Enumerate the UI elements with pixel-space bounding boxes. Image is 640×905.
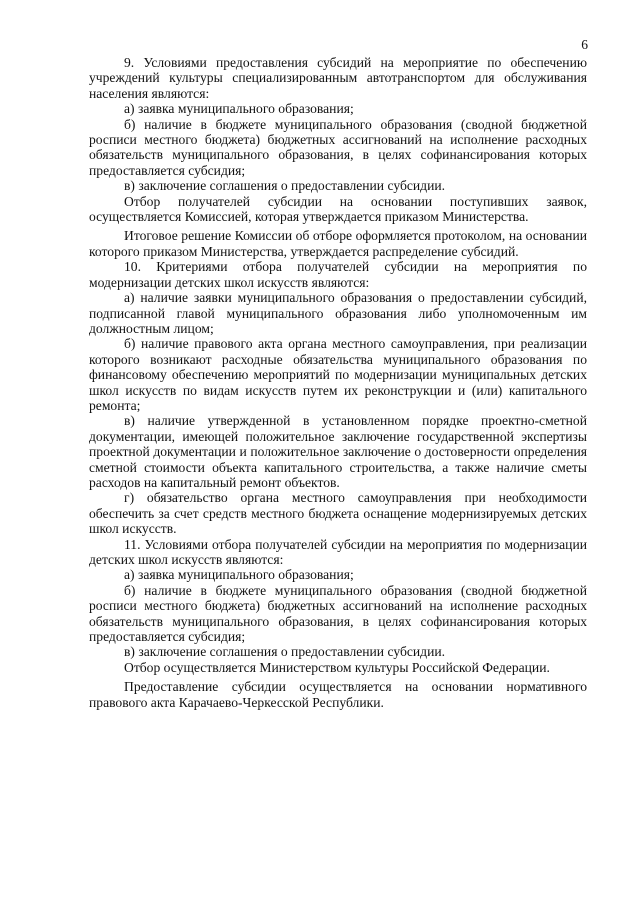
paragraph-11-selection: Отбор осуществляется Министерством культуры Российской Федерации. [124, 659, 550, 675]
page-number: 6 [581, 37, 588, 52]
paragraph-11-item-b: б) наличие в бюджете муниципального образования (сводной бюджетной росписи местного бюджета) бюджетных ассигнований на исполнение расходных обязательств муниципального образования, в целях софинансирования которых предоставляется субсидия; [89, 582, 587, 645]
paragraph-9: 9. Условиями предоставления субсидий на мероприятие по обеспечению учреждений культуры специализированным автотранспортом для обслуживания населения являются: [89, 55, 587, 101]
paragraph-10-item-d: г) обязательство органа местного самоуправления при необходимости обеспечить за счет средств местного бюджета оснащение модернизируемых детских школ искусств. [89, 490, 587, 537]
paragraph-9-item-b: б) наличие в бюджете муниципального образования (сводной бюджетной росписи местного бюджета) бюджетных ассигнований на исполнение расходных обязательств муниципального образования, в целях софинансирования которых предоставляется субсидия; [89, 116, 587, 178]
body-text [89, 55, 587, 710]
paragraph-9-item-c: в) заключение соглашения о предоставлении субсидии. [124, 178, 446, 194]
paragraph-11-item-c: в) заключение соглашения о предоставлении субсидии. [124, 644, 446, 660]
paragraph-11-item-a: а) заявка муниципального образования; [124, 567, 354, 583]
paragraph-10-item-c: в) наличие утвержденной в установленном порядке проектно-сметной документации, имеющей положительное заключение государственной экспертизы проектной документации и положительное заключение о достоверности определения сметной стоимости объекта капитального строительства, а также наличие сметы расходов на капитальный ремонт объектов. [89, 413, 587, 490]
paragraph-10-item-b: б) наличие правового акта органа местного самоуправления, при реализации которого возникают расходные обязательства муниципального образования по финансовому обеспечению мероприятий по модернизации муниципальных детских школ искусств по видам искусств путем их реконструкции и (или) капитального ремонта; [89, 336, 587, 413]
paragraph-11: 11. Условиями отбора получателей субсидии на мероприятия по модернизации детских школ искусств являются: [89, 536, 587, 567]
paragraph-9-selection: Отбор получателей субсидии на основании поступивших заявок, осуществляется Комиссией, которая утверждается приказом Министерства. [89, 193, 587, 225]
paragraph-10-item-a: а) наличие заявки муниципального образования о предоставлении субсидий, подписанной главой муниципального образования либо уполномоченным им должностным лицом; [89, 290, 587, 336]
paragraph-10: 10. Критериями отбора получателей субсидии на мероприятия по модернизации детских школ искусств являются: [89, 259, 587, 290]
paragraph-11-legal-basis: Предоставление субсидии осуществляется на основании нормативного правового акта Карачаево-Черкесской Республики. [89, 679, 587, 710]
paragraph-9-item-a: а) заявка муниципального образования; [124, 101, 354, 117]
paragraph-9-final-decision: Итоговое решение Комиссии об отборе оформляется протоколом, на основании которого приказом Министерства, утверждается распределение субсидий. [89, 228, 587, 259]
